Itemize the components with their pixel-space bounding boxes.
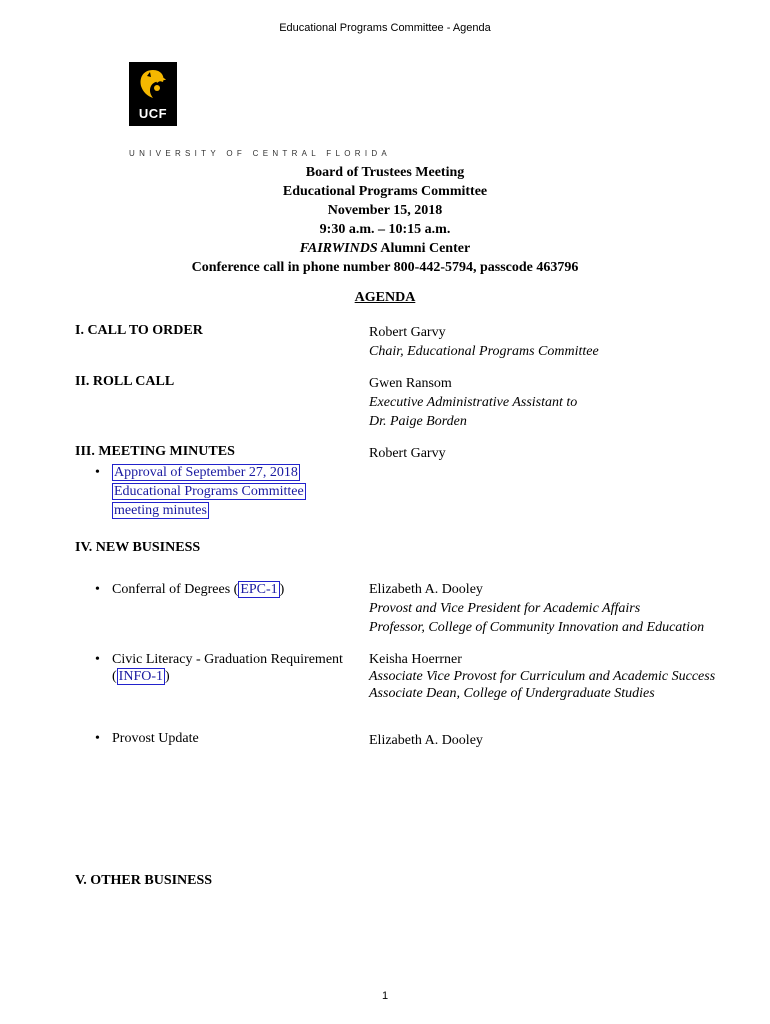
minutes-approval-item xyxy=(112,463,300,482)
section-call-to-order: I. CALL TO ORDER xyxy=(75,323,203,338)
call-to-order-presenter: Robert Garvy xyxy=(369,325,446,340)
minutes-approval-link-2[interactable]: Educational Programs Committee xyxy=(114,484,304,499)
meeting-minutes-presenter: Robert Garvy xyxy=(369,446,446,461)
ucf-logo xyxy=(129,62,177,126)
conferral-presenter: Elizabeth A. Dooley xyxy=(369,582,483,597)
epc-1-link[interactable]: EPC-1 xyxy=(240,582,278,597)
roll-call-presenter: Gwen Ransom xyxy=(369,376,452,391)
civic-role-line-1: Associate Vice Provost for Curriculum and Academic Success xyxy=(369,669,716,684)
provost-update-item: • Provost Update xyxy=(112,729,199,748)
meeting-location xyxy=(0,239,770,258)
civic-presenter: Keisha Hoerrner xyxy=(369,652,462,667)
roll-call-role-line-2: Dr. Paige Borden xyxy=(369,414,467,429)
section-roll-call: II. ROLL CALL xyxy=(75,374,175,389)
roll-call-role-line-1: Executive Administrative Assistant to xyxy=(369,395,578,410)
meeting-date: November 15, 2018 xyxy=(327,203,443,218)
agenda-heading: AGENDA xyxy=(354,290,416,305)
conferral-text: Conferral of Degrees ( xyxy=(112,582,239,597)
section-other-business: V. OTHER BUSINESS xyxy=(75,873,213,888)
conferral-item xyxy=(112,580,284,599)
call-to-order-role: Chair, Educational Programs Committee xyxy=(369,344,599,359)
meeting-title-block xyxy=(0,163,770,277)
conferral-role-line-1: Provost and Vice President for Academic Affairs xyxy=(369,601,641,616)
civic-literacy-line-2 xyxy=(112,667,170,686)
conferral-role-line-2: Professor, College of Community Innovation and Education xyxy=(369,620,705,635)
logo-text: UCF xyxy=(138,106,168,121)
running-header: Educational Programs Committee - Agenda xyxy=(279,22,491,34)
university-name: UNIVERSITY OF CENTRAL FLORIDA xyxy=(129,149,392,158)
civic-open: ( xyxy=(112,669,117,684)
conference-call-info: Conference call in phone number 800-442-5794, passcode 463796 xyxy=(191,260,579,275)
civic-role-line-2: Associate Dean, College of Undergraduate Studies xyxy=(369,686,655,701)
pegasus-icon xyxy=(137,68,169,102)
location-italic: FAIRWINDS xyxy=(299,241,378,256)
provost-update-presenter: Elizabeth A. Dooley xyxy=(369,733,483,748)
civic-literacy-item: • Civic Literacy - Graduation Requirement xyxy=(112,650,343,669)
section-new-business: IV. NEW BUSINESS xyxy=(75,540,201,555)
page-number: 1 xyxy=(381,990,389,1002)
minutes-approval-link-3[interactable]: meeting minutes xyxy=(114,503,207,518)
civic-close: ) xyxy=(165,669,170,684)
section-meeting-minutes: III. MEETING MINUTES xyxy=(75,444,235,459)
info-1-link[interactable]: INFO-1 xyxy=(118,669,164,684)
title-line-1: Board of Trustees Meeting xyxy=(305,165,465,180)
title-line-2: Educational Programs Committee xyxy=(282,184,488,199)
minutes-approval-line-3 xyxy=(112,501,209,520)
minutes-approval-link-1[interactable]: Approval of September 27, 2018 xyxy=(114,465,298,480)
conferral-close: ) xyxy=(279,582,285,597)
meeting-time: 9:30 a.m. – 10:15 a.m. xyxy=(319,222,451,237)
location-rest: Alumni Center xyxy=(377,241,471,256)
minutes-approval-line-2 xyxy=(112,482,306,501)
